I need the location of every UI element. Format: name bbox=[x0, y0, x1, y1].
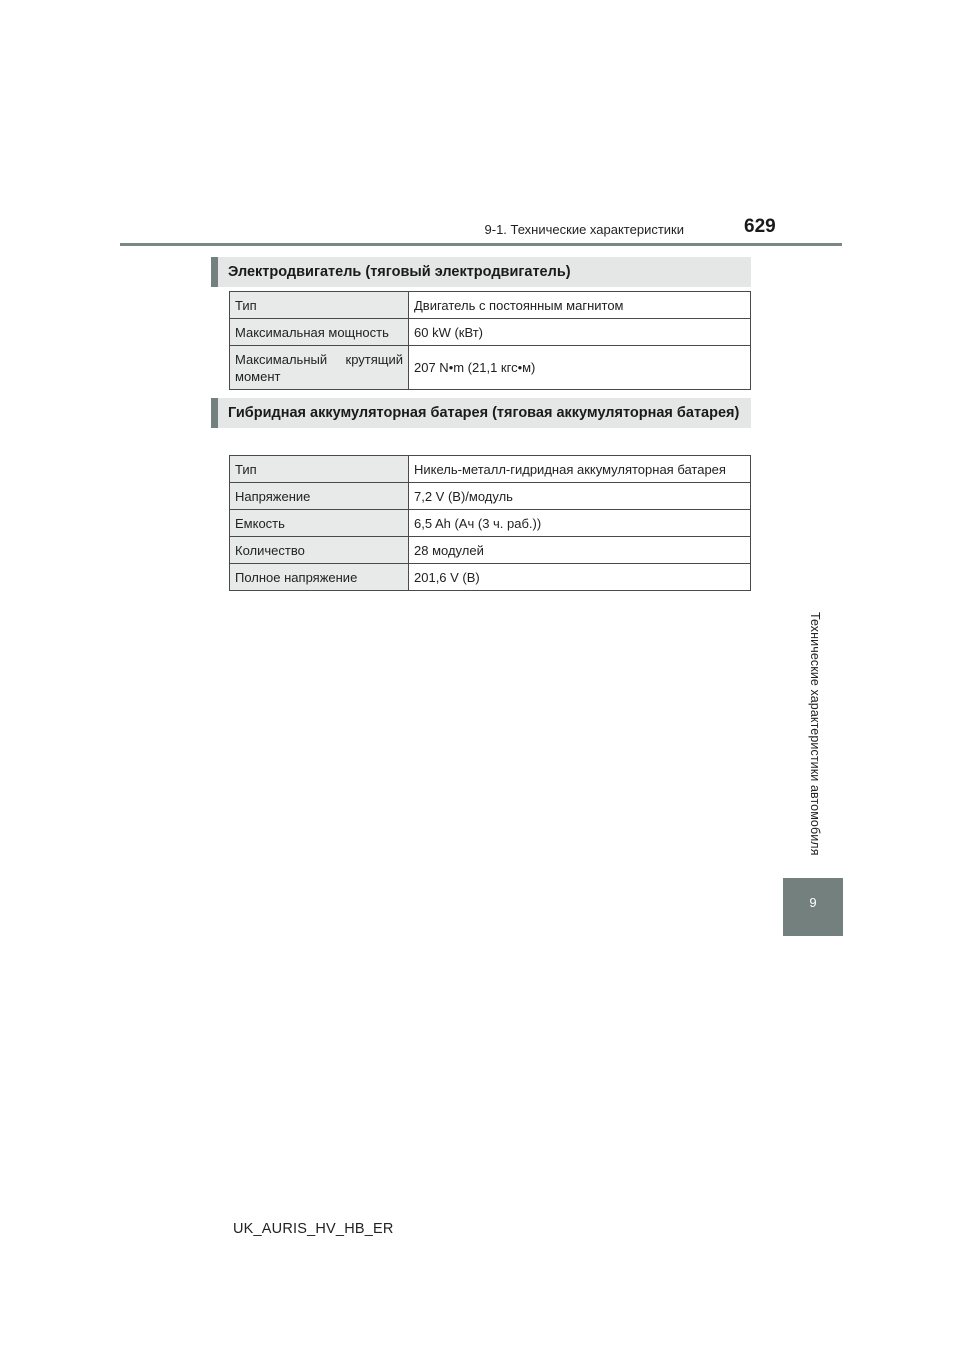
table-row bbox=[230, 483, 751, 510]
table-value-cell: 207 N•m (21,1 кгс•м) bbox=[409, 346, 751, 390]
table-value-cell: 6,5 Ah (Ач (3 ч. раб.)) bbox=[409, 510, 751, 537]
page-number: 629 bbox=[744, 216, 776, 237]
chapter-tab-number: 9 bbox=[809, 895, 817, 910]
table-label-cell: Максимальная мощность bbox=[230, 319, 409, 346]
table-label-cell: Тип bbox=[230, 456, 409, 483]
table-label-cell: Напряжение bbox=[230, 483, 409, 510]
header-divider bbox=[120, 243, 842, 246]
motor-spec-table bbox=[229, 291, 751, 390]
motor-section-heading: Электродвигатель (тяговый электродвигатель) bbox=[211, 257, 751, 287]
battery-spec-table bbox=[229, 455, 751, 591]
table-value-cell: 60 kW (кВт) bbox=[409, 319, 751, 346]
table-value-cell: Никель-металл-гидридная аккумуляторная батарея bbox=[409, 456, 751, 483]
table-row bbox=[230, 564, 751, 591]
table-row bbox=[230, 456, 751, 483]
table-label-cell: Максимальный крутящий момент bbox=[230, 346, 409, 390]
table-value-cell: Двигатель с постоянным магнитом bbox=[409, 292, 751, 319]
table-row bbox=[230, 292, 751, 319]
table-value-cell: 28 модулей bbox=[409, 537, 751, 564]
page-header-section-title: 9-1. Технические характеристики bbox=[484, 222, 684, 237]
table-value-cell: 201,6 V (В) bbox=[409, 564, 751, 591]
table-row bbox=[230, 319, 751, 346]
table-label-cell: Полное напряжение bbox=[230, 564, 409, 591]
table-label-cell: Количество bbox=[230, 537, 409, 564]
chapter-tab[interactable] bbox=[783, 878, 843, 936]
table-row bbox=[230, 510, 751, 537]
side-tab-chapter-title: Технические характеристики автомобиля bbox=[808, 612, 822, 856]
battery-section-heading: Гибридная аккумуляторная батарея (тяговая аккумуляторная батарея) bbox=[211, 398, 751, 428]
table-row bbox=[230, 537, 751, 564]
table-label-cell: Тип bbox=[230, 292, 409, 319]
table-row bbox=[230, 346, 751, 390]
table-value-cell: 7,2 V (В)/модуль bbox=[409, 483, 751, 510]
footer-document-code: UK_AURIS_HV_HB_ER bbox=[233, 1221, 394, 1237]
table-label-cell: Емкость bbox=[230, 510, 409, 537]
